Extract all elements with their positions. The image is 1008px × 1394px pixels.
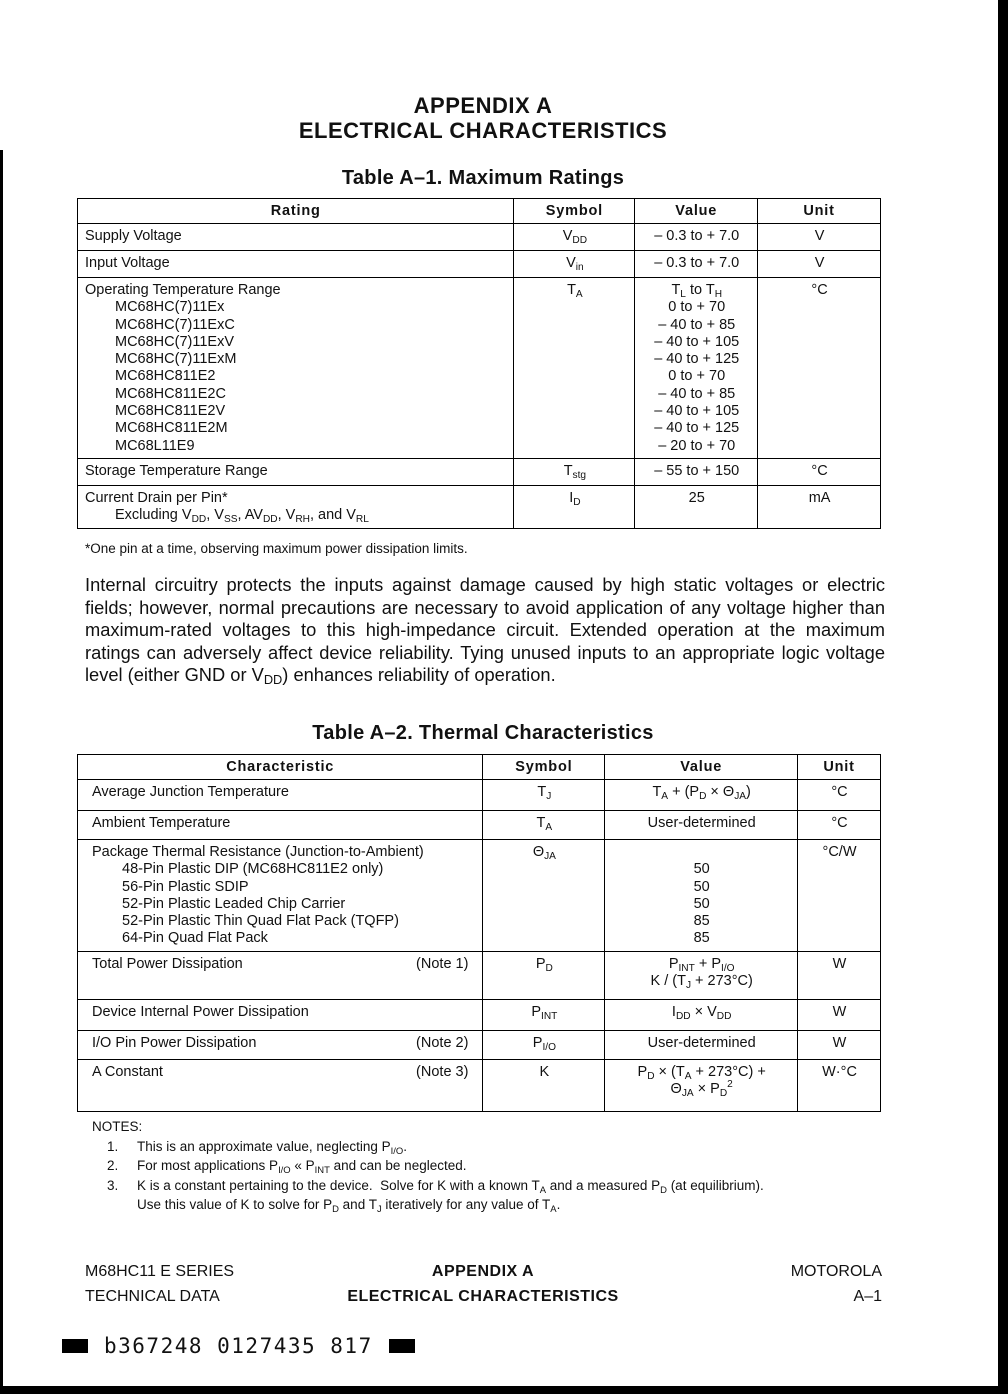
barcode-strip <box>62 1334 415 1358</box>
characteristic-label: Total Power Dissipation <box>92 955 243 972</box>
thermal-value: 85 <box>693 930 710 947</box>
value-cell: – 0.3 to + 7.0 <box>635 251 758 278</box>
note-reference: (Note 3) <box>416 1063 469 1080</box>
table-row <box>78 1030 881 1059</box>
thermal-value: 50 <box>693 878 710 895</box>
body-paragraph: Internal circuitry protects the inputs against damage caused by high static voltages or electric fields; however, normal precautions are necessary to avoid application of any voltage higher than maximum-rated voltages to this high-impedance circuit. Extended operation at the maximum ratings can adversely affect device reliability. Tying unused inputs to an appropriate logic voltage level (either GND or $V_{DD}$) enhances reliability of operation. <box>85 574 885 687</box>
thermal-characteristics-table <box>77 754 881 1112</box>
package-name: 56-Pin Plastic SDIP <box>122 878 249 895</box>
temp-range: – 40 to + 85 <box>658 316 736 333</box>
unit-cell: °C <box>798 811 881 840</box>
table2-header-row <box>78 755 881 780</box>
package-name: 52-Pin Plastic Thin Quad Flat Pack (TQFP) <box>122 913 399 930</box>
temp-range: 0 to + 70 <box>668 299 726 316</box>
col-header-symbol: Symbol <box>514 199 635 224</box>
characteristic-label: A Constant <box>92 1063 163 1080</box>
value-cell <box>605 840 798 952</box>
symbol-subscript: D <box>573 496 581 508</box>
characteristic-cell <box>78 840 483 952</box>
temp-range: – 20 to + 70 <box>658 437 736 454</box>
symbol-subscript: A <box>575 289 583 300</box>
characteristic-cell: Device Internal Power Dissipation <box>78 999 483 1030</box>
unit-cell: V <box>758 251 881 278</box>
table-row <box>78 224 881 251</box>
part-number: MC68HC(7)11Ex <box>115 299 225 316</box>
unit-cell: mA <box>758 485 881 528</box>
table-row <box>78 485 881 528</box>
symbol-cell: $V_{in}$ <box>514 251 635 278</box>
col-header-unit: Unit <box>798 755 881 780</box>
temp-range: – 40 to + 105 <box>654 333 740 350</box>
table-row <box>78 1059 881 1111</box>
note-text: K is a constant pertaining to the device. Solve for K with a known $T_A$ and a measured $P_D$ (at equilibrium). Use this value of K to solve for $P_D$ and $T_J$ iteratively for any value of $T_A$. <box>137 1177 764 1215</box>
thermal-value: 50 <box>693 895 710 912</box>
note-item <box>92 1156 764 1176</box>
table-row <box>78 780 881 811</box>
part-number: MC68HC(7)11ExC <box>115 316 235 333</box>
col-header-value: Value <box>605 755 798 780</box>
rating-cell: Supply Voltage <box>78 224 514 251</box>
col-header-rating: Rating <box>78 199 514 224</box>
col-header-unit: Unit <box>758 199 881 224</box>
note-number: 3. <box>107 1177 119 1193</box>
table-row <box>78 999 881 1030</box>
symbol-subscript: in <box>575 262 584 273</box>
scan-edge-left <box>0 150 3 1394</box>
note-text: This is an approximate value, neglecting $P_{I/O}$. <box>137 1138 407 1157</box>
table-row <box>78 840 881 952</box>
thermal-value: 50 <box>693 861 710 878</box>
appendix-subtitle: ELECTRICAL CHARACTERISTICS <box>298 118 668 143</box>
part-number: MC68HC811E2M <box>115 420 228 437</box>
note-item <box>92 1176 764 1215</box>
table-row <box>78 251 881 278</box>
table1-footnote: *One pin at a time, observing maximum power dissipation limits. <box>85 541 468 556</box>
characteristic-cell <box>78 1030 483 1059</box>
symbol-cell: $\Theta_{JA}$ <box>483 840 605 952</box>
rating-cell <box>78 278 514 459</box>
note-item <box>92 1137 764 1157</box>
maximum-ratings-table <box>77 198 881 529</box>
unit-cell: W <box>798 951 881 999</box>
value-cell <box>635 278 758 459</box>
note-reference: (Note 2) <box>416 1034 469 1051</box>
part-number: MC68HC811E2C <box>115 385 226 402</box>
rating-cell: Input Voltage <box>78 251 514 278</box>
scan-edge-bottom <box>0 1386 1008 1394</box>
table-row <box>78 951 881 999</box>
col-header-symbol: Symbol <box>483 755 605 780</box>
note-number: 1. <box>107 1138 119 1154</box>
characteristic-cell: Ambient Temperature <box>78 811 483 840</box>
unit-cell: °C <box>798 780 881 811</box>
temp-range: 0 to + 70 <box>668 368 726 385</box>
characteristic-cell <box>78 1059 483 1111</box>
temp-range: – 40 to + 125 <box>654 351 740 368</box>
value-cell: 25 <box>635 485 758 528</box>
table1-caption: Table A–1. Maximum Ratings <box>341 167 625 189</box>
barcode-block-left <box>62 1339 88 1353</box>
footer-appendix: APPENDIX A <box>431 1263 535 1280</box>
temp-range: – 40 to + 85 <box>658 385 736 402</box>
value-cell: $I_{DD} \times V_{DD}$ <box>605 999 798 1030</box>
package-name: 64-Pin Quad Flat Pack <box>122 930 268 947</box>
table-row <box>78 278 881 459</box>
table1-header-row <box>78 199 881 224</box>
part-number: MC68HC811E2V <box>115 403 226 420</box>
notes-title: NOTES: <box>92 1119 143 1134</box>
rating-label: Current Drain per Pin* <box>85 489 228 506</box>
rating-cell: Storage Temperature Range <box>78 458 514 485</box>
symbol-cell: $T_A$ <box>514 278 635 459</box>
value-cell: $T_A + (P_D \times \Theta_{JA})$ <box>605 780 798 811</box>
package-name: 48-Pin Plastic DIP (MC68HC811E2 only) <box>122 861 384 878</box>
footer-section: ELECTRICAL CHARACTERISTICS <box>347 1288 619 1305</box>
symbol-cell: $I_D$ <box>514 485 635 528</box>
barcode-text: b367248 0127435 817 <box>104 1334 373 1358</box>
unit-cell: W <box>798 999 881 1030</box>
temp-range: – 40 to + 125 <box>654 420 740 437</box>
table-row <box>78 811 881 840</box>
footer-brand: MOTOROLA <box>790 1263 882 1280</box>
part-number: MC68L11E9 <box>115 437 195 454</box>
symbol-cell: K <box>483 1059 605 1111</box>
part-number: MC68HC(7)11ExV <box>115 333 234 350</box>
unit-cell: °C <box>758 278 881 459</box>
unit-cell: V <box>758 224 881 251</box>
symbol-cell: $P_D$ <box>483 951 605 999</box>
col-header-characteristic: Characteristic <box>78 755 483 780</box>
value-cell: User-determined <box>605 1030 798 1059</box>
symbol-cell: $T_{stg}$ <box>514 458 635 485</box>
appendix-title: APPENDIX A <box>413 93 553 118</box>
value-cell: $P_{INT} + P_{I/O}$ $K / (T_J + 273^\circ C)$ <box>605 951 798 999</box>
symbol-cell: $V_{DD}$ <box>514 224 635 251</box>
symbol-cell: $T_A$ <box>483 811 605 840</box>
value-cell: User-determined <box>605 811 798 840</box>
symbol-subscript: DD <box>572 235 588 246</box>
characteristic-cell <box>78 951 483 999</box>
value-cell: – 0.3 to + 7.0 <box>635 224 758 251</box>
table2-caption: Table A–2. Thermal Characteristics <box>312 722 654 744</box>
characteristic-label: Package Thermal Resistance (Junction-to-Ambient) <box>92 844 424 860</box>
package-name: 52-Pin Plastic Leaded Chip Carrier <box>122 895 346 912</box>
part-number: MC68HC811E2 <box>115 368 216 385</box>
scan-edge-right <box>998 0 1008 1394</box>
symbol-cell: $P_{I/O}$ <box>483 1030 605 1059</box>
symbol-subscript: stg <box>572 469 587 481</box>
footer-page-number: A–1 <box>853 1288 882 1305</box>
unit-cell: °C/W <box>798 840 881 952</box>
part-number: MC68HC(7)11ExM <box>115 351 237 368</box>
characteristic-label: I/O Pin Power Dissipation <box>92 1034 257 1051</box>
rating-subtext: Excluding $V_{DD}$, $V_{SS}$, $AV_{DD}$, $V_{RH}$, and $V_{RL}$ <box>115 507 369 526</box>
thermal-value: 85 <box>693 913 710 930</box>
note-reference: (Note 1) <box>416 955 469 972</box>
value-cell: $P_D \times (T_A + 273^\circ C)$ + $\Theta_{JA} \times P_D^2$ <box>605 1059 798 1111</box>
table-row <box>78 458 881 485</box>
range-header: $T_L$ to $T_H$ <box>671 282 722 300</box>
symbol-cell: $P_{INT}$ <box>483 999 605 1030</box>
characteristic-cell: Average Junction Temperature <box>78 780 483 811</box>
unit-cell: W·°C <box>798 1059 881 1111</box>
note-text: For most applications $P_{I/O}$ « $P_{INT}$ and can be neglected. <box>137 1158 467 1176</box>
value-cell: – 55 to + 150 <box>635 458 758 485</box>
footer-doc-type: TECHNICAL DATA <box>85 1288 220 1305</box>
col-header-value: Value <box>635 199 758 224</box>
note-number: 2. <box>107 1158 119 1173</box>
barcode-block-right <box>389 1339 415 1353</box>
rating-label: Operating Temperature Range <box>85 282 281 298</box>
symbol-cell: $T_J$ <box>483 780 605 811</box>
unit-cell: W <box>798 1030 881 1059</box>
temp-range: – 40 to + 105 <box>654 403 740 420</box>
unit-cell: °C <box>758 458 881 485</box>
rating-cell <box>78 485 514 528</box>
notes-section <box>92 1117 764 1215</box>
footer-series: M68HC11 E SERIES <box>85 1263 235 1280</box>
